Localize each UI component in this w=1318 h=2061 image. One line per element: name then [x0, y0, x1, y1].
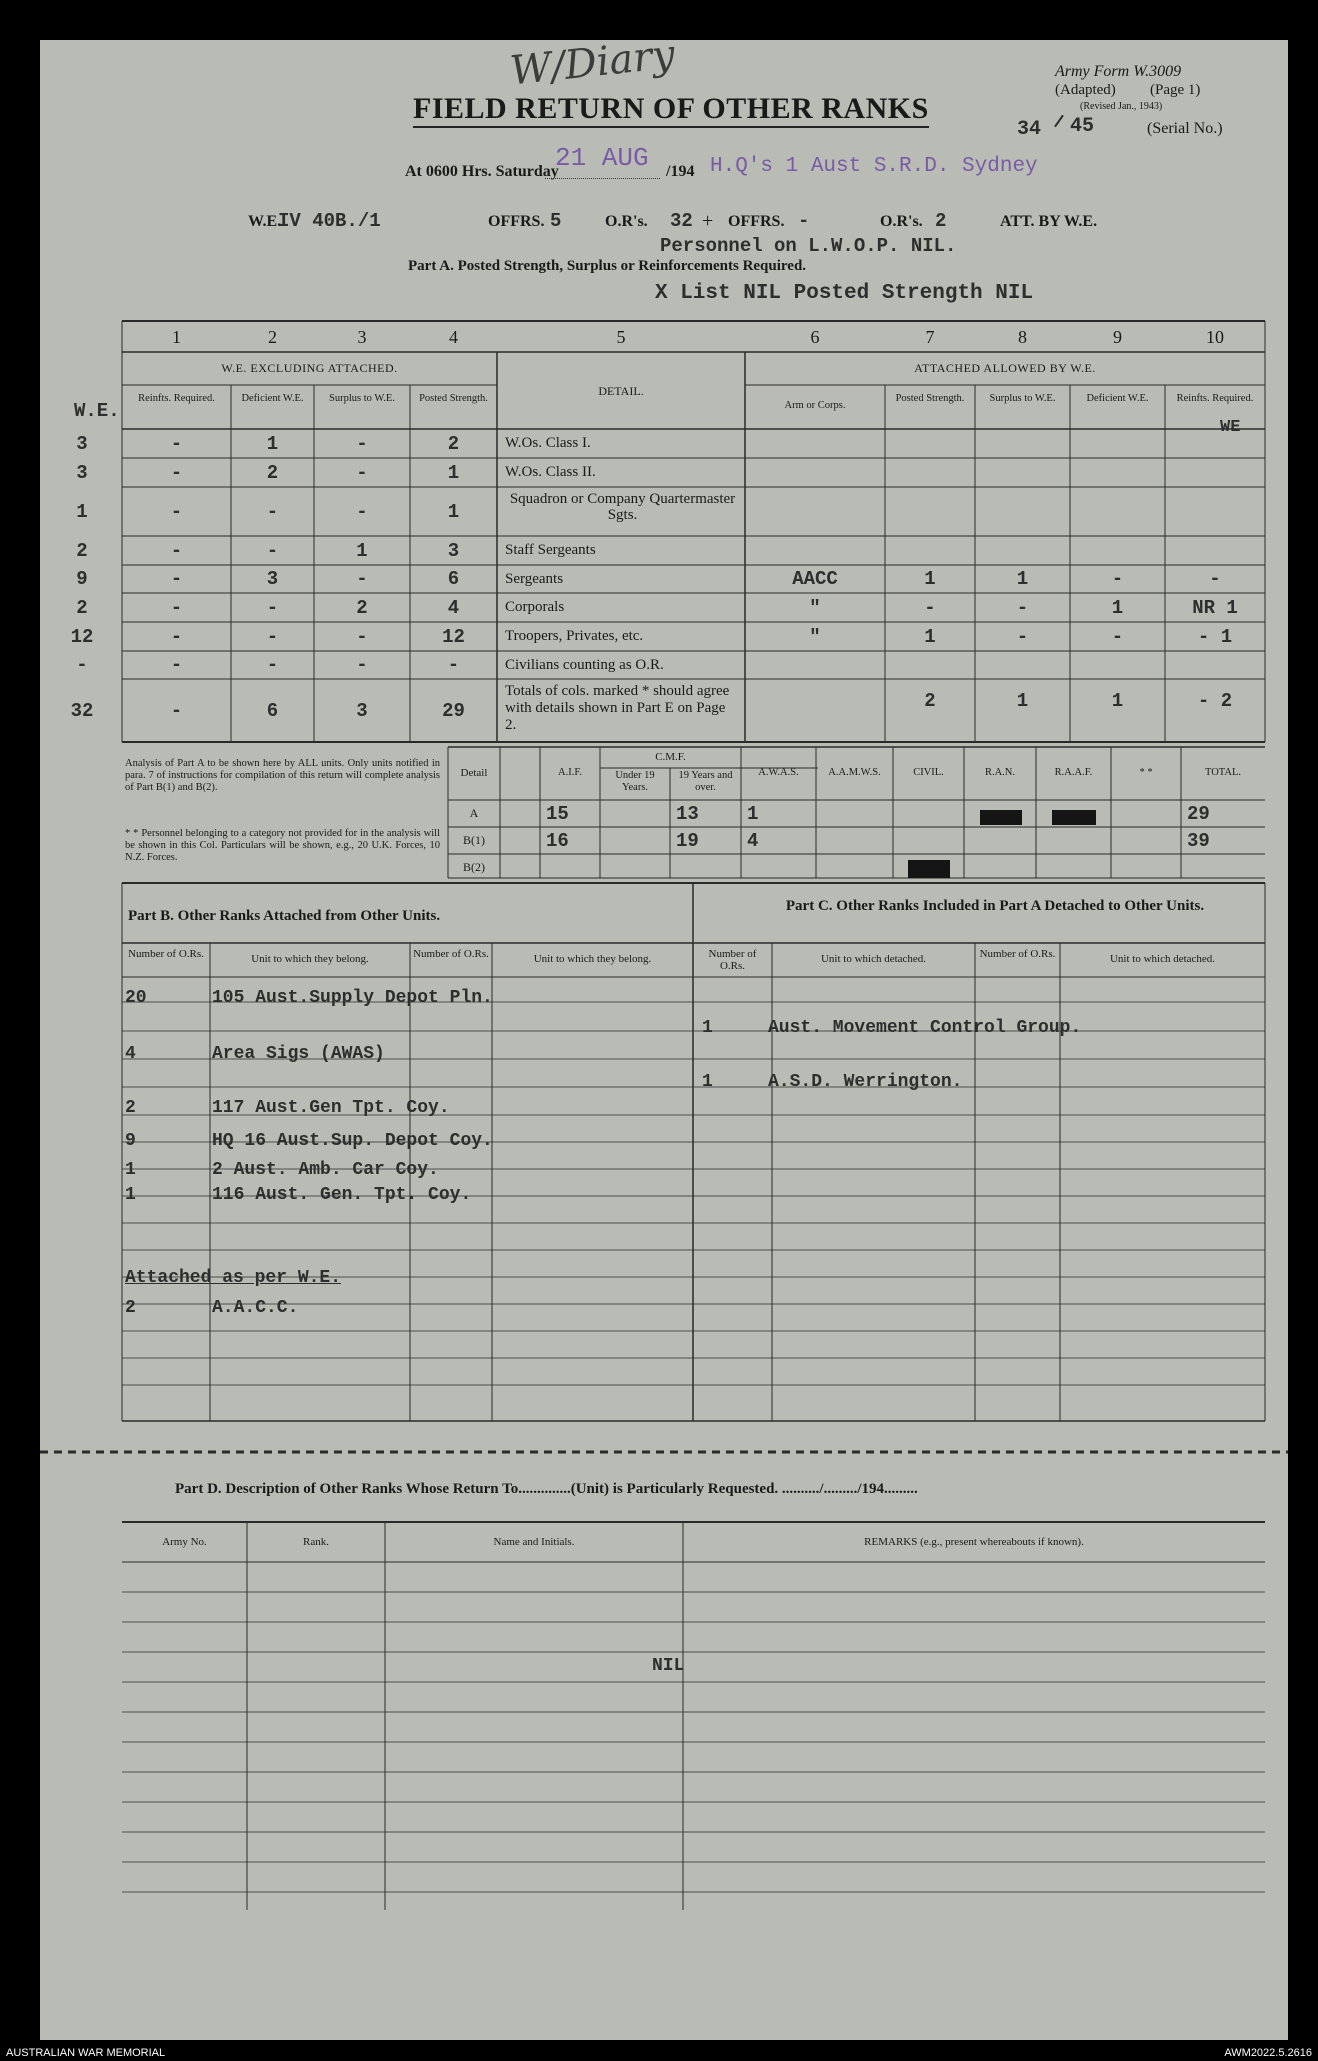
- ors2-value: 2: [935, 210, 947, 232]
- analysis-col-head: A.W.A.S.: [758, 767, 799, 778]
- part-a-attached-total-cell: 1: [1016, 690, 1029, 712]
- part-a-cell: 1: [447, 461, 460, 484]
- part-a-cell: -: [266, 539, 279, 562]
- ors-value: 32: [670, 210, 693, 232]
- part-a-cell: 4: [447, 596, 460, 619]
- parts-b-c-col-head: Unit to which detached.: [1109, 953, 1216, 965]
- part-d-heading: Part D. Description of Other Ranks Whose Return To..............(Unit) is Particularly Requested. ........../........./194.........: [175, 1481, 918, 1497]
- part-a-cell: -: [170, 461, 183, 484]
- redaction-raaf-a: [1052, 810, 1096, 825]
- part-a-right-col-head: Deficient W.E.: [1086, 393, 1149, 404]
- army-form-label: Army Form W.3009: [1055, 63, 1182, 80]
- part-c-unit: A.S.D. Werrington.: [768, 1072, 963, 1092]
- detail-heading: DETAIL.: [598, 384, 644, 398]
- parts-b-c-col-head: Number of O.Rs.: [979, 948, 1056, 960]
- part-b-unit: Area Sigs (AWAS): [212, 1044, 385, 1064]
- plus-sign: +: [702, 210, 714, 232]
- column-number: 8: [1018, 327, 1027, 347]
- part-a-right-col-head: Surplus to W.E.: [989, 393, 1056, 404]
- part-a-left-col-head: Reinfts. Required.: [138, 393, 215, 404]
- row-detail-label: Squadron or Company Quartermaster Sgts.: [509, 491, 736, 523]
- part-a-total-cell: 3: [356, 700, 368, 722]
- part-a-right-col-head: Reinfts. Required.: [1176, 393, 1254, 404]
- column-number: 9: [1113, 327, 1122, 347]
- column-number: 10: [1206, 327, 1224, 347]
- analysis-cell: 29: [1187, 803, 1210, 825]
- analysis-col-head: TOTAL.: [1204, 767, 1241, 778]
- we-label: W.E.: [248, 213, 282, 230]
- form-title: FIELD RETURN OF OTHER RANKS: [413, 92, 929, 128]
- part-a-right-col-head: Arm or Corps.: [784, 400, 846, 411]
- part-a-cell: -: [266, 625, 279, 648]
- part-a-cell: -: [356, 654, 368, 676]
- part-a-heading: Part A. Posted Strength, Surplus or Reinforcements Required.: [408, 258, 807, 274]
- parts-b-c-col-head: Unit to which detached.: [820, 953, 927, 965]
- part-a-attached-cell: -: [1111, 568, 1124, 590]
- part-a-right-col-head: Posted Strength.: [895, 393, 965, 404]
- at-hours-label: At 0600 Hrs. Saturday: [405, 163, 559, 180]
- column-number: 2: [268, 327, 277, 347]
- attached-unit: A.A.C.C.: [212, 1298, 299, 1318]
- part-a-attached-total-cell: - 2: [1197, 690, 1233, 712]
- analysis-cell: 16: [546, 830, 569, 852]
- analysis-col-head: Under 19 Years.: [615, 770, 655, 793]
- part-a-attached-cell: - 1: [1197, 625, 1233, 648]
- part-a-attached-cell: -: [1016, 596, 1029, 619]
- part-b-count: 1: [125, 1185, 136, 1205]
- handwritten-annotation: W/Diary: [508, 31, 677, 95]
- part-d-col-head: Rank.: [303, 1536, 329, 1548]
- part-a-cell: -: [170, 596, 183, 619]
- part-a-total-cell: -: [170, 700, 183, 722]
- part-d-col-head: Name and Initials.: [493, 1536, 575, 1548]
- analysis-cell: 19: [676, 830, 699, 852]
- column-number: 3: [357, 327, 367, 347]
- analysis-col-head: 19 Years and over.: [678, 770, 733, 793]
- part-a-attached-total-cell: 1: [1111, 690, 1124, 712]
- row-detail-label: Civilians counting as O.R.: [505, 657, 664, 673]
- part-a-attached-cell: NR 1: [1192, 596, 1238, 619]
- analysis-col-head: A.I.F.: [558, 767, 582, 778]
- part-a-attached-cell: -: [1111, 625, 1124, 648]
- analysis-cell: 39: [1187, 830, 1210, 852]
- part-a-cell: -: [356, 432, 368, 455]
- ors-label: O.R's.: [605, 213, 648, 230]
- part-b-count: 1: [125, 1160, 136, 1180]
- part-b-unit: HQ 16 Aust.Sup. Depot Coy.: [212, 1131, 493, 1151]
- part-c-count: 1: [702, 1072, 713, 1092]
- part-b-count: 4: [125, 1044, 136, 1064]
- part-a-cell: -: [170, 432, 183, 455]
- analysis-cell: 13: [676, 803, 699, 825]
- part-a-attached-cell: AACC: [792, 568, 838, 590]
- we-count: 9: [76, 568, 88, 590]
- part-b-unit: 105 Aust.Supply Depot Pln.: [212, 988, 493, 1008]
- part-b-count: 9: [125, 1131, 136, 1151]
- part-a-attached-cell: ": [809, 625, 821, 648]
- analysis-col-head: R.A.A.F.: [1054, 767, 1093, 778]
- column-number: 7: [925, 327, 935, 347]
- x-list-note: X List NIL Posted Strength NIL: [655, 282, 1034, 305]
- part-a-cell: -: [356, 625, 368, 648]
- part-a-cell: -: [170, 539, 183, 562]
- part-b-heading: Part B. Other Ranks Attached from Other Units.: [128, 908, 441, 924]
- row-detail-label: W.Os. Class I.: [505, 435, 591, 451]
- footer-left: AUSTRALIAN WAR MEMORIAL: [6, 2047, 166, 2059]
- analysis-col-head: * *: [1139, 767, 1153, 778]
- part-a-cell: 1: [447, 500, 460, 523]
- offrs-value: 5: [550, 210, 562, 232]
- part-a-attached-cell: -: [924, 596, 936, 619]
- analysis-row-label: A: [469, 806, 479, 820]
- offrs2-value: -: [798, 210, 810, 232]
- row-detail-label: Corporals: [505, 599, 565, 615]
- part-d-nil: NIL: [652, 1656, 685, 1676]
- part-a-attached-cell: -: [1016, 625, 1029, 648]
- part-a-attached-cell: 1: [1111, 596, 1124, 619]
- part-a-left-col-head: Deficient W.E.: [241, 393, 304, 404]
- part-a-total-cell: 6: [266, 700, 279, 722]
- part-a-cell: 2: [266, 461, 279, 484]
- part-a-left-col-head: Surplus to W.E.: [329, 393, 395, 404]
- analysis-cell: 4: [747, 830, 759, 852]
- part-a-cell: -: [356, 568, 368, 590]
- part-a-attached-cell: -: [1209, 568, 1221, 590]
- we-count: 2: [76, 596, 88, 619]
- part-b-count: 2: [125, 1098, 136, 1118]
- part-a-cell: -: [170, 625, 183, 648]
- ors2-label: O.R's.: [880, 213, 923, 230]
- part-a-attached-cell: 1: [1016, 568, 1029, 590]
- form-page: [40, 31, 1288, 2040]
- column-number: 4: [449, 327, 458, 347]
- column-number: 1: [172, 327, 181, 347]
- parts-b-c-col-head: Unit to which they belong.: [251, 953, 369, 965]
- part-d-col-head: REMARKS (e.g., present whereabouts if known).: [864, 1536, 1084, 1548]
- we-count: 3: [76, 461, 88, 484]
- we-margin-mark: W.E.: [74, 400, 120, 422]
- row-detail-label: Troopers, Privates, etc.: [505, 628, 644, 644]
- we-total: 32: [70, 700, 94, 722]
- parts-b-c-col-head: Unit to which they belong.: [533, 953, 652, 965]
- revised-label: (Revised Jan., 1943): [1080, 101, 1163, 112]
- we-count: -: [76, 654, 88, 676]
- we-margin-mark-right: WE: [1220, 418, 1241, 437]
- part-c-heading: Part C. Other Ranks Included in Part A Detached to Other Units.: [785, 898, 1205, 914]
- part-a-cell: -: [266, 500, 279, 523]
- part-a-cell: 1: [356, 539, 368, 562]
- unit-stamp: H.Q's 1 Aust S.R.D. Sydney: [710, 155, 1038, 178]
- lwop-note: Personnel on L.W.O.P. NIL.: [660, 235, 957, 257]
- row-detail-label: Sergeants: [505, 571, 564, 587]
- footer-right: AWM2022.5.2616: [1224, 2047, 1312, 2059]
- row-detail-label: Staff Sergeants: [505, 542, 596, 558]
- adapted-label: (Adapted): [1055, 82, 1116, 98]
- part-b-unit: 117 Aust.Gen Tpt. Coy.: [212, 1098, 450, 1118]
- totals-detail-label: Totals of cols. marked * should agree with details shown in Part E on Page 2.: [505, 683, 730, 733]
- part-a-cell: 12: [442, 625, 465, 648]
- parts-b-c-col-head: Number of O.Rs.: [413, 948, 489, 960]
- part-a-cell: -: [170, 568, 183, 590]
- parts-b-c-col-head: Number of O.Rs.: [708, 948, 757, 972]
- part-a-total-cell: 29: [442, 700, 465, 722]
- analysis-col-head: A.A.M.W.S.: [828, 767, 881, 778]
- analysis-row-label: B(2): [463, 860, 485, 874]
- analysis-note: Analysis of Part A to be shown here by ALL units. Only units notified in para. 7 of instructions for compilation of this return will complete analysis of Part B(1) and B(2).: [125, 758, 440, 793]
- part-a-cell: 6: [447, 568, 460, 590]
- part-a-cell: -: [266, 654, 279, 676]
- analysis-footnote: * * Personnel belonging to a category not provided for in the analysis will be shown in this Col. Particulars will be shown, e.g., 20 U.K. Forces, 10 N.Z. Forces.: [125, 828, 440, 863]
- we-count: 12: [70, 625, 94, 648]
- part-c-unit: Aust. Movement Control Group.: [768, 1018, 1082, 1038]
- analysis-cell: 1: [747, 803, 759, 825]
- serial-label: (Serial No.): [1147, 120, 1223, 137]
- part-d-col-head: Army No.: [162, 1536, 207, 1548]
- offrs2-label: OFFRS.: [728, 213, 785, 230]
- column-number: 5: [616, 327, 626, 347]
- we-excluding-heading: W.E. EXCLUDING ATTACHED.: [221, 361, 398, 375]
- part-a-cell: 3: [447, 539, 460, 562]
- analysis-detail-label: Detail: [460, 767, 488, 779]
- year-label: /194: [666, 163, 695, 180]
- cmf-heading: C.M.F.: [655, 751, 686, 763]
- attached-allowed-heading: ATTACHED ALLOWED BY W.E.: [914, 361, 1096, 375]
- redaction-civil-b2: [908, 860, 950, 878]
- analysis-row-label: B(1): [463, 833, 485, 847]
- page-label: (Page 1): [1150, 82, 1201, 98]
- part-a-attached-cell: 1: [924, 568, 936, 590]
- parts-b-c-col-head: Number of O.Rs.: [128, 948, 204, 960]
- we-count: 1: [76, 500, 88, 523]
- part-a-attached-total-cell: 2: [924, 690, 936, 712]
- part-a-cell: 3: [266, 568, 279, 590]
- part-a-cell: 2: [447, 432, 460, 455]
- part-a-attached-cell: ": [809, 596, 821, 619]
- part-a-cell: -: [170, 654, 183, 676]
- att-by-we-label: ATT. BY W.E.: [1000, 213, 1098, 230]
- redaction-ran-a: [980, 810, 1022, 825]
- column-number: 6: [810, 327, 820, 347]
- analysis-cell: 15: [546, 803, 569, 825]
- serial-number: 34: [1017, 118, 1042, 141]
- we-value: IV 40B./1: [278, 210, 381, 232]
- part-b-count: 20: [125, 988, 147, 1008]
- serial-total: 45: [1070, 115, 1095, 138]
- part-a-attached-cell: 1: [924, 625, 936, 648]
- part-b-unit: 2 Aust. Amb. Car Coy.: [212, 1160, 439, 1180]
- attached-as-per-we-heading: Attached as per W.E.: [125, 1268, 342, 1288]
- part-a-cell: -: [356, 461, 368, 484]
- part-b-unit: 116 Aust. Gen. Tpt. Coy.: [212, 1185, 472, 1205]
- analysis-col-head: CIVIL.: [913, 767, 944, 778]
- part-a-left-col-head: Posted Strength.: [419, 393, 488, 404]
- part-a-cell: -: [356, 500, 368, 523]
- we-count: 2: [76, 539, 88, 562]
- we-count: 3: [76, 432, 88, 455]
- analysis-col-head: R.A.N.: [984, 767, 1016, 778]
- part-a-cell: 1: [266, 432, 279, 455]
- date-stamp: 21 AUG: [555, 143, 649, 173]
- attached-count: 2: [125, 1298, 136, 1318]
- row-detail-label: W.Os. Class II.: [505, 464, 596, 480]
- part-a-cell: -: [170, 500, 183, 523]
- part-a-cell: 2: [356, 596, 368, 619]
- part-c-count: 1: [702, 1018, 713, 1038]
- part-a-cell: -: [266, 596, 279, 619]
- offrs-label: OFFRS.: [488, 213, 545, 230]
- part-a-cell: -: [447, 654, 460, 676]
